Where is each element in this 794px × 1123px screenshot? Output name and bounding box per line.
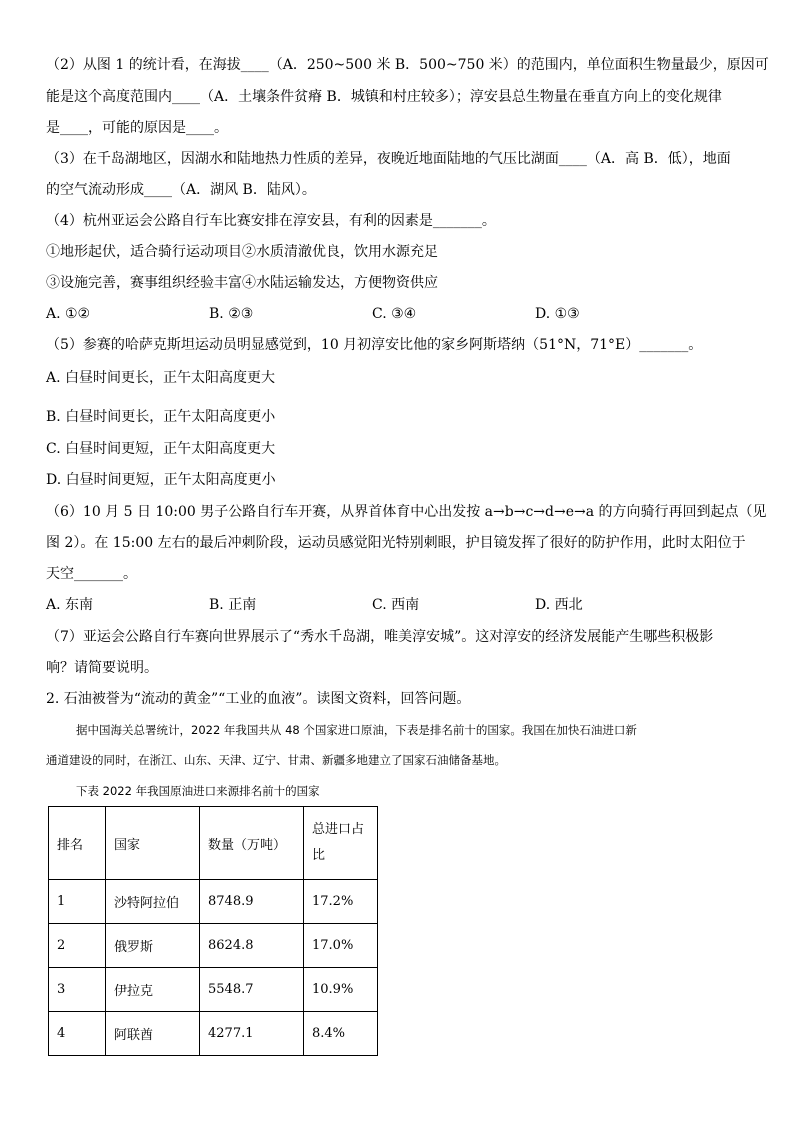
cell-rank: 4 [49,1012,106,1056]
q7-line-1: （7）亚运会公路自行车赛向世界展示了“秀水千岛湖，唯美淳安城”。这对淳安的经济发展能产生哪些积极影 [46,629,714,645]
cell-share: 17.2% [304,880,378,924]
table-row [49,1012,378,1056]
question-8-stem: 2. 石油被誉为“流动的黄金”“工业的血液”。读图文资料，回答问题。 [46,691,471,707]
cell-share: 8.4% [304,1012,378,1056]
q2-line-1: （2）从图 1 的统计看，在海拔____（A．250~500 米 B．500~750 米）的范围内，单位面积生物量最少，原因可 [46,57,769,73]
q5-option-a: A. 白昼时间更长，正午太阳高度更大 [46,370,276,386]
q5-stem: （5）参赛的哈萨克斯坦运动员明显感觉到，10 月初淳安比他的家乡阿斯塔纳（51°N，71°E）_______。 [46,337,703,353]
q5-option-b: B. 白昼时间更长，正午太阳高度更小 [46,409,276,425]
header-country: 国家 [106,807,200,880]
table-caption: 下表 2022 年我国原油进口来源排名前十的国家 [76,784,320,798]
cell-rank: 3 [49,968,106,1012]
material-line-2: 通道建设的同时，在浙江、山东、天津、辽宁、甘肃、新疆多地建立了国家石油储备基地。 [46,753,506,767]
q7-line-2: 响？请简要说明。 [46,660,158,676]
material-line-1: 据中国海关总署统计，2022 年我国共从 48 个国家进口原油，下表是排名前十的国家。我国在加快石油进口新 [76,723,637,737]
oil-import-table [48,806,378,1056]
q6-option-d: D. 西北 [535,597,583,613]
cell-country: 俄罗斯 [106,924,200,968]
header-share: 总进口占比 [304,807,378,880]
cell-share: 10.9% [304,968,378,1012]
cell-quantity: 4277.1 [200,1012,304,1056]
q4-item-1: ①地形起伏，适合骑行运动项目②水质清澈优良，饮用水源充足 [46,244,438,260]
q6-option-b: B. 正南 [209,597,257,613]
q6-line-3: 天空_______。 [46,566,137,582]
q4-item-2: ③设施完善，赛事组织经验丰富④水陆运输发达，方便物资供应 [46,275,438,291]
q6-line-2: 图 2）。在 15:00 左右的最后冲刺阶段，运动员感觉阳光特别刺眼，护目镜发挥了很好的防护作用，此时太阳位于 [46,535,746,551]
cell-share: 17.0% [304,924,378,968]
q4-stem: （4）杭州亚运会公路自行车比赛安排在淳安县，有利的因素是_______。 [46,213,496,229]
q4-option-d: D. ①③ [535,306,580,322]
q5-option-c: C. 白昼时间更短，正午太阳高度更大 [46,441,276,457]
q3-line-2: 的空气流动形成____（A．湖风 B．陆风）。 [46,182,316,198]
table-row [49,880,378,924]
cell-country: 伊拉克 [106,968,200,1012]
cell-country: 阿联酋 [106,1012,200,1056]
table-header-row [49,807,378,880]
q4-option-b: B. ②③ [209,306,254,322]
q3-line-1: （3）在千岛湖地区，因湖水和陆地热力性质的差异，夜晚近地面陆地的气压比湖面____（A．高 B．低），地面 [46,151,731,167]
cell-quantity: 8748.9 [200,880,304,924]
table-row [49,968,378,1012]
q2-line-3: 是____，可能的原因是____。 [46,120,228,136]
header-quantity: 数量（万吨） [200,807,304,880]
q6-line-1: （6）10 月 5 日 10:00 男子公路自行车开赛，从界首体育中心出发按 a→b→c→d→e→a 的方向骑行再回到起点（见 [46,504,767,520]
q4-option-a: A. ①② [46,306,91,322]
q2-line-2: 能是这个高度范围内____（A．土壤条件贫瘠 B．城镇和村庄较多）；淳安县总生物量在垂直方向上的变化规律 [46,89,722,105]
cell-country: 沙特阿拉伯 [106,880,200,924]
q6-option-a: A. 东南 [46,597,94,613]
header-rank: 排名 [49,807,106,880]
table-row [49,924,378,968]
cell-rank: 1 [49,880,106,924]
cell-rank: 2 [49,924,106,968]
q4-option-c: C. ③④ [372,306,417,322]
q5-option-d: D. 白昼时间更短，正午太阳高度更小 [46,472,276,488]
cell-quantity: 5548.7 [200,968,304,1012]
q6-option-c: C. 西南 [372,597,420,613]
cell-quantity: 8624.8 [200,924,304,968]
